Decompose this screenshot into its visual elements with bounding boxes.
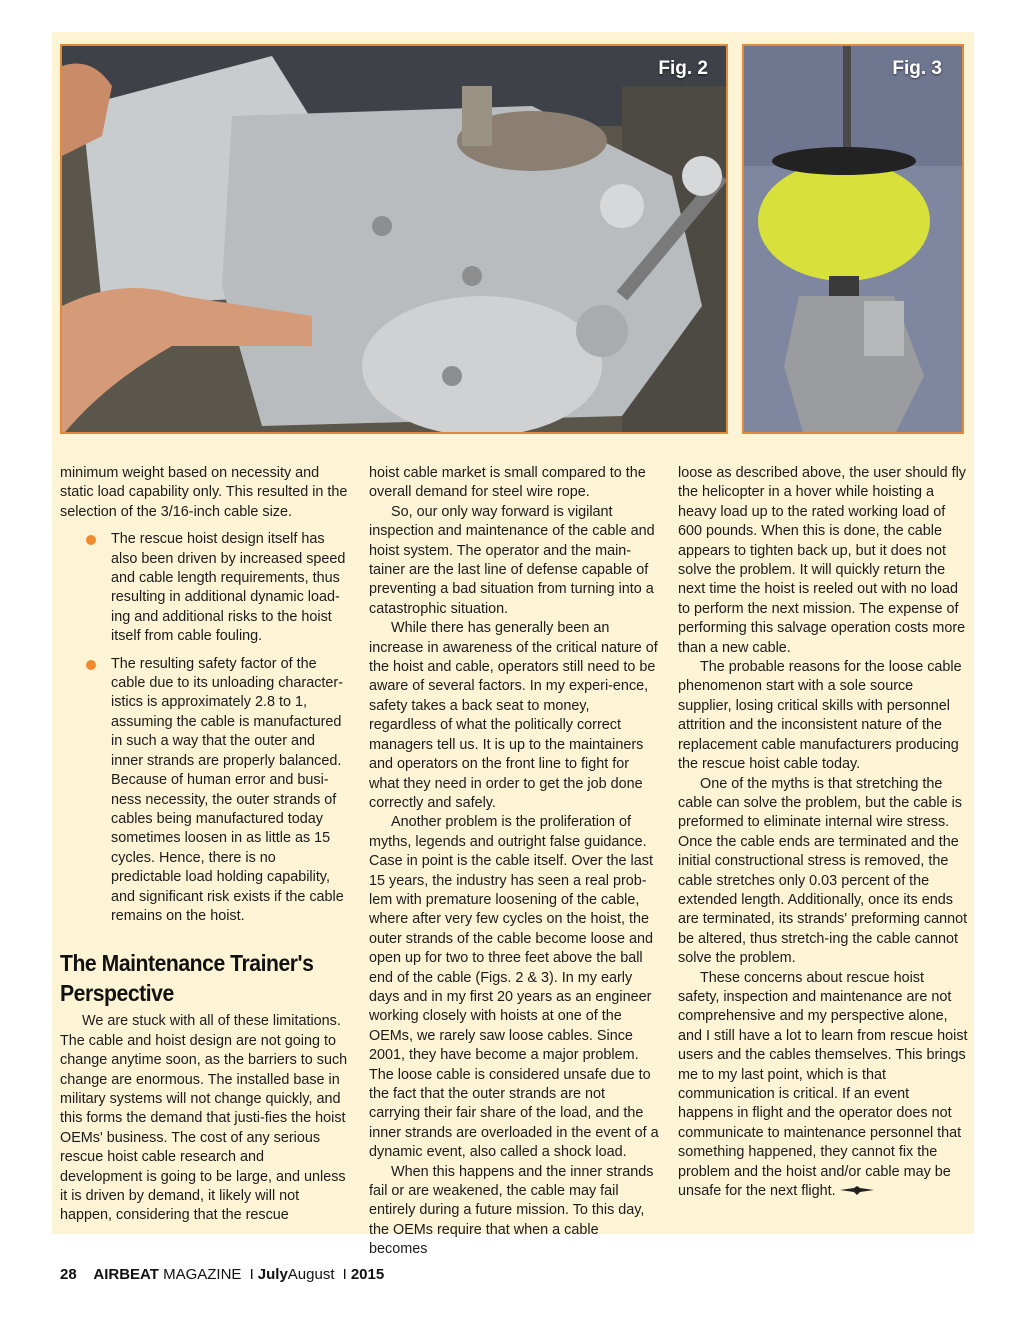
column-1 — [60, 464, 350, 1226]
issue-month-bold: July — [257, 1266, 288, 1283]
section-heading: The Maintenance Trainer's Perspective — [60, 950, 314, 1007]
issue-month: August — [287, 1266, 335, 1283]
cable-ball-photo-fig3 — [742, 44, 964, 434]
bullet-text: The rescue hoist design itself has also been driven by increased speed and cable length requirements, thus resulting in additional dynamic load-ing and additional risks to the hoist itself from cable fouling. — [111, 531, 346, 645]
end-mark-icon — [840, 1186, 874, 1196]
paragraph: loose as described above, the user should fly the helicopter in a hover while hoisting a heavy load up to the rated working load of 600 pounds. When this is done, the cable appears to tighten back up, but it does not solve the problem. It will quickly return the next time the hoist is reeled out with no load to perform the next mission. The expense of performing this salvage operation costs more than a new cable. — [678, 465, 966, 656]
paragraph: While there has generally been an increase in awareness of the critical nature of the hoist and cable, operators still need to be aware of several factors. In my experi-ence, safety takes a back seat to money, regardless of what the politically correct managers tell us. It is up to the maintainers and operators on the front line to fight for what they need in order to get the job done correctly and safely. — [369, 620, 658, 811]
hoist-photo-fig2 — [60, 44, 728, 434]
paragraph: Another problem is the proliferation of myths, legends and outright false guidance. Case in point is the cable itself. Over the last 15 years, the industry has seen a real prob-lem with premature loosening of the cable, where after very few cycles on the hoist, the outer strands of the cable become loose and open up for two to three feet above the ball end of the cable (Figs. 2 & 3). In my early days and in my first 20 years as an engineer working closely with hoists at one of the OEMs, we rarely saw loose cables. Since 2001, they have become a major problem. The loose cable is considered unsafe due to the fact that the outer strands are not carrying their fair share of the load, and the inner strands are overloaded in the event of a dynamic event, also called a shock load. — [369, 814, 659, 1161]
bullet-icon — [86, 535, 96, 545]
paragraph: hoist cable market is small compared to the overall demand for steel wire rope. — [369, 465, 646, 501]
paragraph: When this happens and the inner strands fail or are weakened, the cable may fail entirely during a future mission. To this day, the OEMs require that when a cable becomes — [369, 1163, 654, 1258]
paragraph: One of the myths is that stretching the cable can solve the problem, but the cable is preformed to eliminate internal wire stress. Once the cable ends are terminated and the initial constructional stress is removed, the cable stretches only 0.03 percent of the extended length. Additionally, once its ends are terminated, its strands' preforming cannot be altered, thus stretch-ing the cable cannot solve the problem. — [678, 775, 968, 967]
bullet-icon — [86, 660, 96, 670]
cable-bumper-illustration — [744, 46, 964, 434]
column-2 — [369, 464, 659, 1260]
footer-separator: I — [249, 1266, 254, 1283]
page-footer — [60, 1266, 384, 1283]
final-paragraph-text: These concerns about rescue hoist safety, inspection and maintenance are not comprehensive and my perspective alone, and I still have a lot to learn from rescue hoist users and the cables themselves. This brings me to my last point, which is that communication is critical. If an event happens in flight and the operator does not communicate to maintenance personnel that something happened, they cannot fix the problem and the hoist and/or cable may be unsafe for the next flight. — [678, 969, 968, 1200]
issue-year: 2015 — [350, 1266, 385, 1283]
paragraph: So, our only way forward is vigilant inspection and maintenance of the cable and hoist system. The operator and the main-tainer are the last line of defense capable of preventing a bad situation from turning into a catastrophic situation. — [369, 503, 655, 617]
magazine-brand: AIRBEAT — [93, 1266, 159, 1283]
paragraph: The probable reasons for the loose cable phenomenon start with a sole source supplier, losing critical skills with personnel attrition and the inconsistent nature of the replacement cable manufacturers producing the rescue hoist cable today. — [678, 659, 962, 773]
page-number: 28 — [60, 1266, 77, 1283]
bullet-text: The resulting safety factor of the cable due to its unloading character-istics is approximately 2.8 to 1, assuming the cable is manufactured in such a way that the outer and inner strands are properly balanced. Because of human error and busi-ness necessity, the outer strands of cables being manufactured today sometimes loosen in as little as 15 cycles. Hence, there is no predictable load holding capability, and significant risk exists if the cable remains on the hoist. — [111, 655, 344, 924]
hoist-mechanism-illustration — [62, 46, 728, 434]
bullet-item — [111, 655, 350, 927]
column-3 — [678, 464, 968, 1201]
footer-separator: I — [342, 1266, 347, 1283]
paragraph — [678, 969, 968, 1202]
fig2-label: Fig. 2 — [658, 58, 708, 79]
magazine-word: MAGAZINE — [163, 1266, 242, 1283]
fig3-label: Fig. 3 — [892, 58, 942, 79]
bullet-item — [111, 530, 350, 646]
col1-intro: minimum weight based on necessity and static load capability only. This resulted in the selection of the 3/16-inch cable size. — [60, 465, 348, 520]
paragraph: We are stuck with all of these limitations. The cable and hoist design are not going to change anytime soon, as the barriers to such change are enormous. The installed base in military systems will not change quickly, and this forms the demand that justi-fies the hoist OEMs' business. The cost of any serious rescue hoist cable research and development is going to be large, and unless it is driven by demand, it likely will not happen, considering that the rescue — [60, 1013, 348, 1224]
